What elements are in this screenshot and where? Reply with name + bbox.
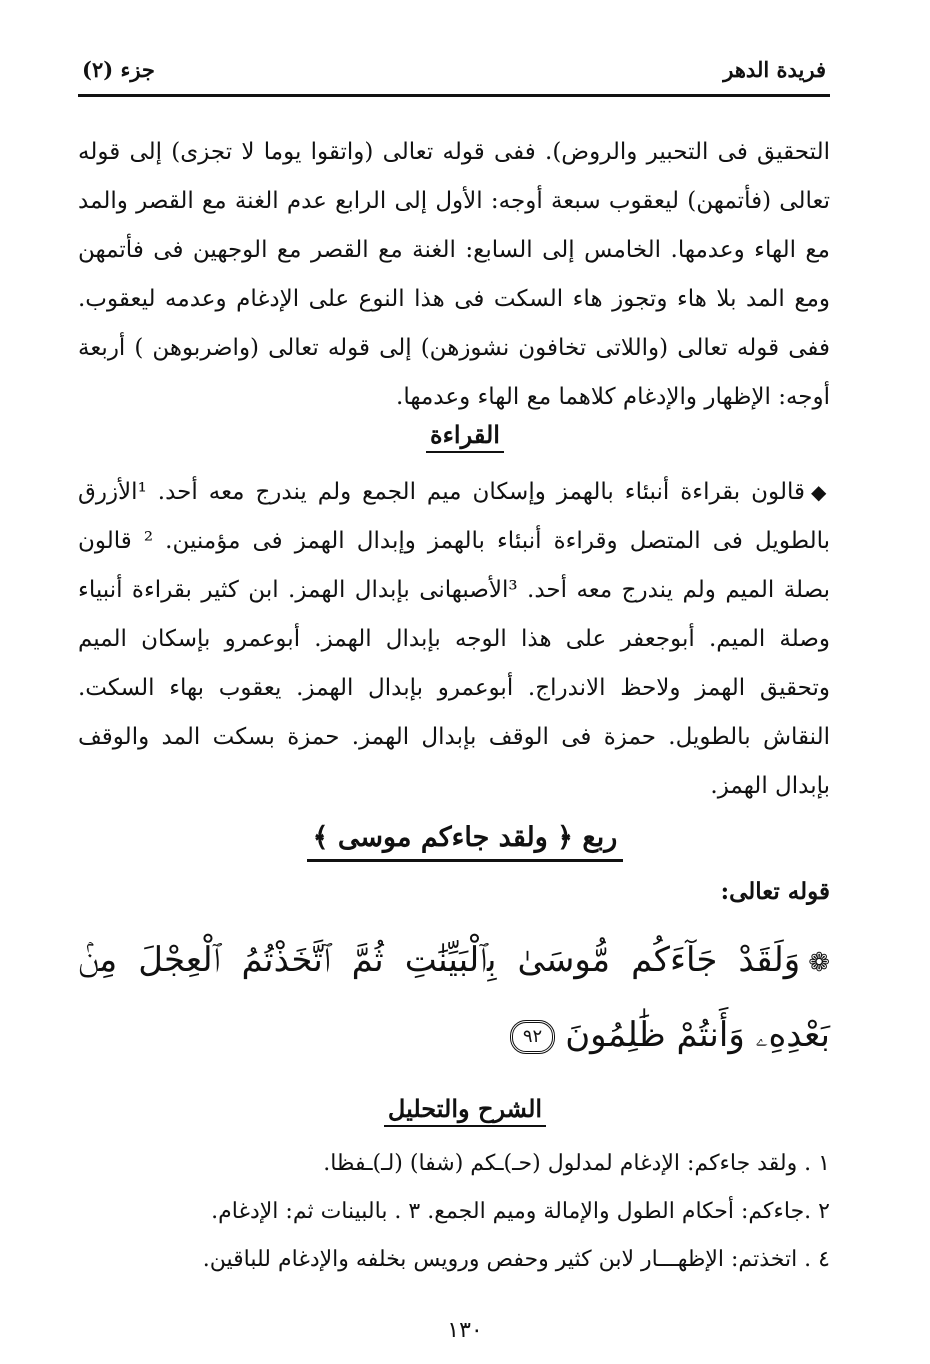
sharh-heading [0,1094,930,1127]
diamond-bullet-icon: ◆ [810,480,830,504]
sharh-line: ٢ .جاءكم: أحكام الطول والإمالة وميم الجمع. ٣ . بالبينات ثم: الإدغام. [211,1199,830,1224]
rub-heading-text: ربع ﴿ ولقد جاءكم موسى ﴾ [307,822,624,862]
intro-paragraph: التحقيق فى التحبير والروض). ففى قوله تعالى (واتقوا يوما لا تجزى) إلى قوله تعالى (فأتمهن) ليعقوب سبعة أوجه: الأول إلى الرابع عدم الغنة مع القصر والمد مع الهاء وعدمها. الخامس إلى السابع: الغنة مع القصر مع الوجهين فى فأتمهن ومع المد بلا هاء وتجوز هاء السكت فى هذا النوع على الإدغام وعدمه ليعقوب. ففى قوله تعالى (واللاتى تخافون نشوزهن) إلى قوله تعالى (واضربوهن ) أربعة أوجه: الإظهار والإدغام كلاهما مع الهاء وعدمها. [78,139,830,410]
page-number: ١٣٠ [447,1318,483,1343]
qawluhu-label: قوله تعالى: [720,878,830,905]
book-title: فريدة الدهر [723,56,826,82]
qiraa-text: قالون بقراءة أنبئاء بالهمز وإسكان ميم الجمع ولم يندرج معه أحد. ¹الأزرق بالطويل فى المتصل وقراءة أنبئاء بالهمز وإبدال الهمز فى مؤمنين. ² قالون بصلة الميم ولم يندرج معه أحد. ³الأصبهانى بإبدال الهمز. ابن كثير بقراءة أنبياء وصلة الميم. أبوجعفر على هذا الوجه بإبدال الهمز. أبوعمرو بإسكان الميم وتحقيق الهمز ولاحظ الاندراج. أبوعمرو بإبدال الهمز. يعقوب بهاء السكت. النقاش بالطويل. حمزة فى الوقف بإبدال الهمز. حمزة بسكت المد والوقف بإبدال الهمز. [78,479,830,799]
sharh-heading-text: الشرح والتحليل [384,1094,546,1127]
qiraa-heading [0,420,930,453]
verse-number: ٩٢ [510,1020,555,1054]
sharh-line: ٤ . اتخذتم: الإظهـــار لابن كثير وحفص ورويس بخلفه والإدغام للباقين. [202,1247,830,1272]
sharh-list [78,1140,830,1284]
verse-text: وَلَقَدْ جَآءَكُم مُّوسَىٰ بِٱلْبَيِّنَٰتِ ثُمَّ ٱتَّخَذْتُمُ ٱلْعِجْلَ مِنۢ بَعْدِهِۦ وَأَنتُمْ ظَٰلِمُونَ [78,940,830,1055]
sharh-line: ١ . ولقد جاءكم: الإدغام لمدلول (حـ)ـكم (شفا) (لـ)ـفظا. [323,1151,830,1176]
volume-label: جزء (٢) [82,56,155,82]
rub-heading [0,822,930,862]
qiraa-paragraph [78,468,830,811]
quran-verse [78,924,830,1071]
flower-ornament-icon: ❁ [808,948,830,978]
qiraa-heading-text: القراءة [426,420,504,453]
running-header [78,44,830,97]
